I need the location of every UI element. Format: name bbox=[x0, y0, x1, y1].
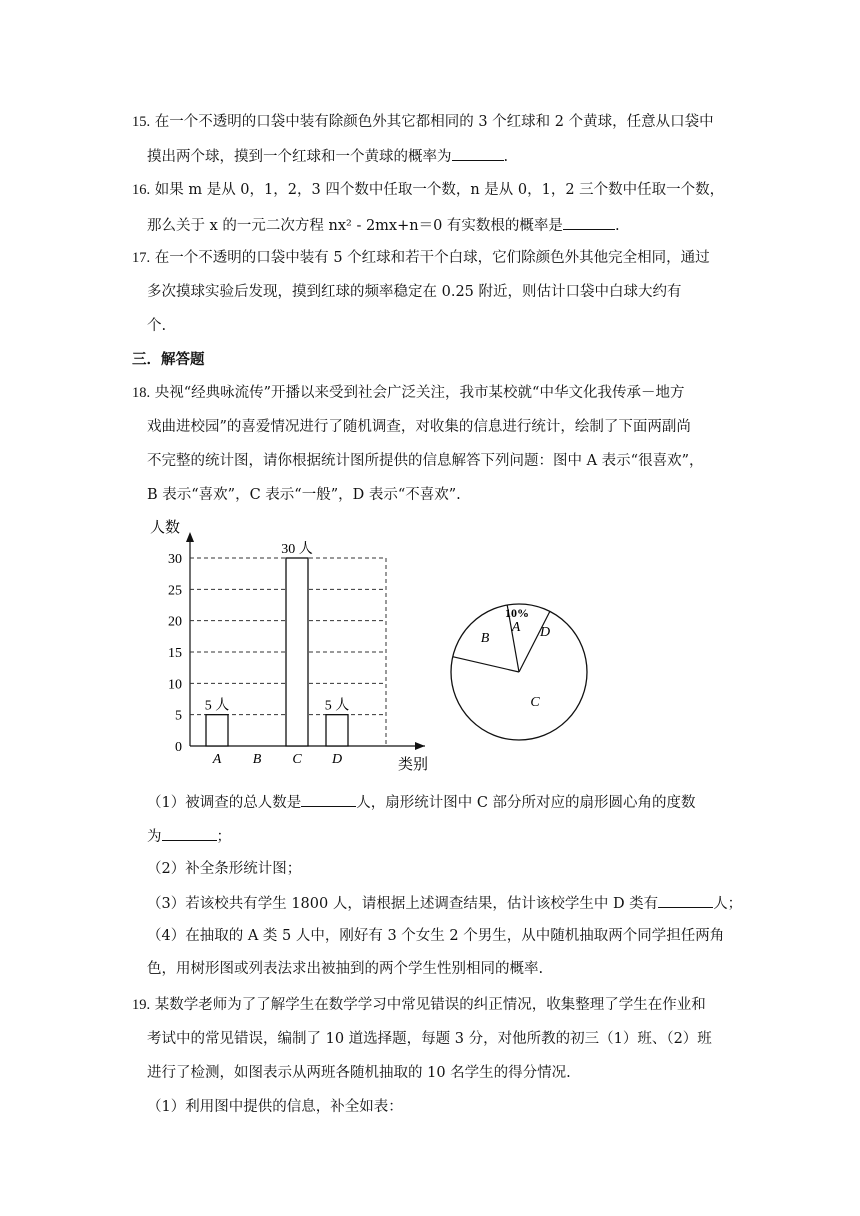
y-tick-label: 5 bbox=[175, 708, 182, 724]
x-tick-label: A bbox=[212, 752, 222, 767]
bar bbox=[326, 715, 348, 746]
q18-line4: B 表示“喜欢”，C 表示“一般”，D 表示“不喜欢”. bbox=[147, 487, 461, 503]
q18-sub1-line2 bbox=[147, 825, 231, 847]
q18-text-1: 央视“经典咏流传”开播以来受到社会广泛关注，我市某校就“中华文化我传承－地方 bbox=[154, 385, 685, 401]
q16-line1 bbox=[132, 180, 724, 200]
q17-line3 bbox=[147, 316, 166, 336]
q19-line3: 进行了检测，如图表示从两班各随机抽取的 10 名学生的得分情况. bbox=[147, 1065, 571, 1081]
q18-sub1-text-d: ； bbox=[216, 829, 231, 845]
pie-slice-label: B bbox=[480, 631, 490, 646]
bar-chart-ylabel: 人数 bbox=[150, 520, 181, 536]
y-tick-label: 10 bbox=[168, 677, 182, 693]
q16-line2 bbox=[147, 214, 620, 236]
q19-line2: 考试中的常见错误，编制了 10 道选择题，每题 3 分，对他所教的初三（1）班、（2）班 bbox=[147, 1031, 712, 1047]
q15-number: 15. bbox=[132, 114, 151, 130]
y-axis-arrow bbox=[186, 532, 194, 542]
q18-sub1-blank-total[interactable] bbox=[301, 791, 356, 807]
q18-sub2: （2）补全条形统计图； bbox=[147, 861, 302, 877]
q15-text-1: 在一个不透明的口袋中装有除颜色外其它都相同的 3 个红球和 2 个黄球，任意从口袋中 bbox=[154, 114, 714, 130]
q18-line2: 戏曲进校园”的喜爱情况进行了随机调查，对收集的信息进行统计，绘制了下面两副尚 bbox=[147, 419, 691, 435]
q17-number: 17. bbox=[132, 250, 151, 266]
q16-text-1: 如果 m 是从 0，1，2，3 四个数中任取一个数，n 是从 0，1，2 三个数中任取一个数， bbox=[154, 182, 725, 198]
q15-line2 bbox=[147, 145, 508, 167]
q16-period: . bbox=[614, 218, 620, 234]
q18-sub3-text-a: （3）若该校共有学生 1800 人，请根据上述调查结果，估计该校学生中 D 类有 bbox=[147, 896, 659, 912]
y-tick-label: 0 bbox=[175, 740, 182, 755]
q17-line1 bbox=[132, 248, 710, 268]
y-tick-label: 30 bbox=[168, 552, 182, 567]
q16-number: 16. bbox=[132, 182, 151, 198]
q15-answer-blank[interactable] bbox=[452, 145, 504, 161]
pie-slice-label: A bbox=[511, 620, 521, 635]
pie-slice-label: C bbox=[530, 695, 540, 710]
data-label: 5 人 bbox=[204, 698, 230, 714]
q19-line1 bbox=[132, 995, 706, 1015]
pie-slice-label: D bbox=[539, 625, 551, 640]
q17-text-1: 在一个不透明的口袋中装有 5 个红球和若干个白球，它们除颜色外其他完全相同，通过 bbox=[154, 250, 710, 266]
pie-chart bbox=[445, 590, 595, 770]
bar-chart-xlabel: 类别 bbox=[398, 757, 429, 773]
q17-text-2: 多次摸球实验后发现，摸到红球的频率稳定在 0.25 附近，则估计口袋中白球大约有 bbox=[147, 284, 682, 300]
bar-chart bbox=[140, 512, 440, 777]
pie-percent-label: 10% bbox=[505, 606, 529, 620]
y-tick-label: 25 bbox=[168, 583, 182, 599]
q19-sub1: （1）利用图中提供的信息，补全如表： bbox=[147, 1099, 403, 1115]
q18-number: 18. bbox=[132, 385, 151, 401]
q18-sub1-text-c: 为 bbox=[147, 829, 162, 845]
q18-sub1-blank-angle[interactable] bbox=[162, 825, 217, 841]
data-label: 30 人 bbox=[281, 542, 313, 557]
y-tick-label: 20 bbox=[168, 614, 182, 630]
q16-text-2: 那么关于 x 的一元二次方程 nx² - 2mx+n＝0 有实数根的概率是 bbox=[147, 218, 563, 234]
x-tick-label: C bbox=[292, 752, 302, 767]
q18-sub1-text-a: （1）被调查的总人数是 bbox=[147, 795, 302, 811]
q16-answer-blank[interactable] bbox=[563, 214, 615, 230]
q19-text-1: 某数学老师为了了解学生在数学学习中常见错误的纠正情况，收集整理了学生在作业和 bbox=[154, 997, 706, 1013]
q18-line3: 不完整的统计图，请你根据统计图所提供的信息解答下列问题：图中 A 表示“很喜欢”， bbox=[147, 453, 704, 469]
y-tick-label: 15 bbox=[168, 646, 182, 661]
bar bbox=[286, 558, 308, 746]
x-tick-label: D bbox=[331, 752, 343, 767]
q15-text-2: 摸出两个球，摸到一个红球和一个黄球的概率为 bbox=[147, 149, 452, 165]
bar bbox=[206, 715, 228, 746]
q18-sub1-line1 bbox=[147, 791, 696, 813]
x-tick-label: B bbox=[252, 752, 262, 767]
q18-line1 bbox=[132, 383, 684, 403]
q19-number: 19. bbox=[132, 997, 151, 1013]
data-label: 5 人 bbox=[324, 698, 350, 714]
q15-period: . bbox=[503, 149, 509, 165]
q18-sub3-text-b: 人； bbox=[713, 896, 743, 912]
section-heading: 三．解答题 bbox=[132, 351, 205, 368]
q18-sub3-blank[interactable] bbox=[658, 892, 713, 908]
q18-sub1-text-b: 人，扇形统计图中 C 部分所对应的扇形圆心角的度数 bbox=[356, 795, 696, 811]
q18-sub4-line1: （4）在抽取的 A 类 5 人中，刚好有 3 个女生 2 个男生，从中随机抽取两个同学担任两角 bbox=[147, 928, 725, 944]
q17-text-3: 个. bbox=[147, 318, 167, 334]
q15-line1 bbox=[132, 112, 714, 132]
q18-sub3 bbox=[147, 892, 742, 914]
x-axis-arrow bbox=[415, 742, 425, 750]
q18-sub4-line2: 色，用树形图或列表法求出被抽到的两个学生性别相同的概率. bbox=[147, 961, 544, 977]
q17-line2 bbox=[147, 282, 682, 302]
